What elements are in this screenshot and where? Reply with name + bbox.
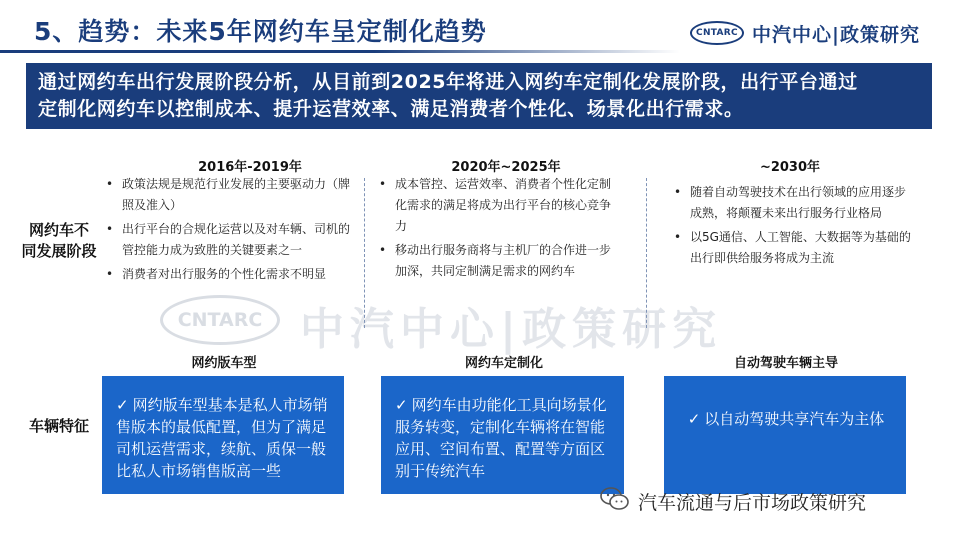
feature-box-2 [381, 376, 624, 494]
page-title: 5、趋势：未来5年网约车呈定制化趋势 [34, 17, 487, 46]
checkmark-icon: ✓ [687, 410, 701, 428]
stage-1-bullet: • 出行平台的合规化运营以及对车辆、司机的管控能力成为致胜的关键要素之一 [104, 219, 354, 261]
checkmark-icon: ✓ [116, 396, 129, 414]
brand-logo [690, 18, 920, 48]
logo-badge: CNTARC [690, 21, 744, 45]
row-label-features: 车辆特征 [28, 417, 89, 435]
stage-column-1 [104, 174, 354, 288]
stage-column-2 [377, 174, 615, 285]
stage-2-bullet: • 成本管控、运营效率、消费者个性化定制化需求的满足将成为出行平台的核心竞争力 [377, 174, 615, 237]
feature-title-2: 网约车定制化 [464, 356, 543, 371]
checkmark-icon: ✓ [395, 396, 408, 414]
feature-text-3: 以自动驾驶共享汽车为主体 [704, 410, 885, 428]
stage-period-2: 2020年~2025年 [451, 160, 561, 175]
stage-divider-1 [364, 178, 365, 328]
summary-line-1: 通过网约车出行发展阶段分析，从目前到2025年将进入网约车定制化发展阶段，出行平台通过 [38, 71, 858, 93]
summary-banner [26, 63, 932, 129]
stage-divider-2 [646, 178, 647, 328]
stage-2-bullet: • 移动出行服务商将与主机厂的合作进一步加深，共同定制满足需求的网约车 [377, 240, 615, 282]
stage-1-bullet: • 政策法规是规范行业发展的主要驱动力（牌照及准入） [104, 174, 354, 216]
summary-line-2: 定制化网约车以控制成本、提升运营效率、满足消费者个性化、场景化出行需求。 [38, 98, 744, 120]
watermark-text: 中汽中心|政策研究 [300, 304, 723, 355]
title-underline [0, 50, 680, 53]
row-label-stages-line2: 同发展阶段 [21, 242, 97, 260]
footer-source [600, 486, 866, 516]
stage-3-bullet: • 随着自动驾驶技术在出行领域的应用逐步成熟，将颠覆未来出行服务行业格局 [672, 182, 912, 224]
stage-period-3: ~2030年 [759, 160, 821, 175]
feature-text-2: 网约车由功能化工具向场景化服务转变，定制化车辆将在智能应用、空间布置、配置等方面区别于传统汽车 [395, 396, 607, 480]
row-label-stages-line1: 网约车不 [28, 221, 89, 239]
stage-period-1: 2016年-2019年 [198, 160, 302, 175]
stage-1-bullet: • 消费者对出行服务的个性化需求不明显 [104, 264, 354, 285]
stage-3-bullet: • 以5G通信、人工智能、大数据等为基础的出行即供给服务将成为主流 [672, 227, 912, 269]
stage-column-3 [672, 182, 912, 272]
feature-box-1 [102, 376, 344, 494]
row-label-stages [14, 220, 104, 262]
logo-text: 中汽中心|政策研究 [752, 23, 920, 46]
watermark [0, 285, 960, 355]
footer-text: 汽车流通与后市场政策研究 [638, 491, 867, 514]
feature-text-1: 网约版车型基本是私人市场销售版本的最低配置，但为了满足司机运营需求，续航、质保一般比私人市场销售版高一些 [116, 396, 328, 480]
watermark-badge: CNTARC [160, 295, 280, 345]
wechat-icon [600, 486, 630, 516]
feature-title-1: 网约版车型 [191, 356, 257, 371]
feature-box-3 [664, 376, 906, 494]
feature-title-3: 自动驾驶车辆主导 [733, 356, 838, 371]
